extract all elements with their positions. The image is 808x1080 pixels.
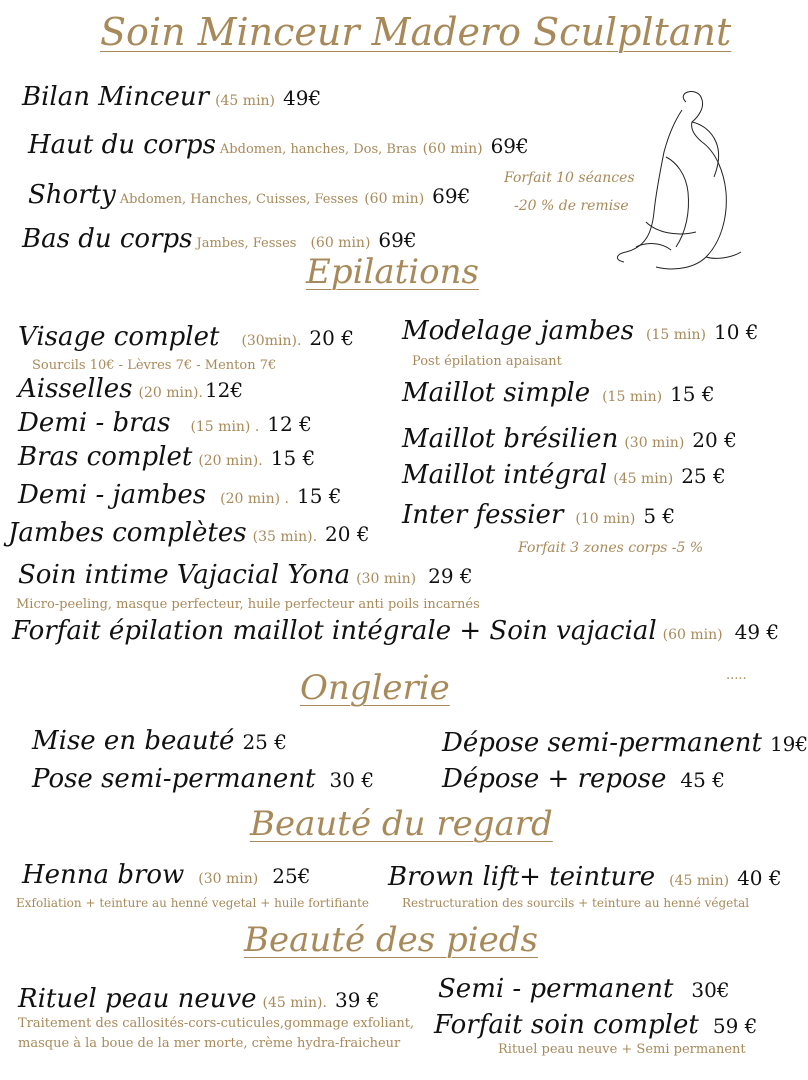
item-price: 69€ [432, 184, 471, 208]
item-duration: (15 min) . [190, 419, 260, 435]
item-price: 15 € [270, 446, 316, 470]
soin-intime-item [18, 560, 473, 590]
item-price: 45 € [680, 768, 725, 792]
regard-title: Beauté du regard [250, 804, 553, 844]
onglerie-item [442, 728, 808, 758]
epil-visage-description: Sourcils 10€ - Lèvres 7€ - Menton 7€ [32, 358, 277, 373]
item-name: Semi - permanent [438, 974, 674, 1004]
item-name: Rituel peau neuve [18, 984, 257, 1014]
dots: ..... [726, 668, 747, 683]
item-duration: (35 min). [252, 529, 318, 545]
epil-item [18, 322, 354, 352]
regard-item [22, 860, 310, 890]
minceur-item [22, 82, 321, 112]
item-name: Dépose semi-permanent [442, 728, 762, 758]
pieds-rituel-description-2: masque à la boue de la mer morte, crème hydra-fraicheur [18, 1036, 401, 1051]
minceur-item [28, 130, 529, 160]
item-duration: (60 min) [662, 627, 723, 643]
item-name: Inter fessier [402, 500, 564, 530]
item-name: Dépose + repose [442, 764, 667, 794]
onglerie-item [32, 764, 374, 794]
epil-item [8, 518, 370, 548]
item-name: Bras complet [18, 442, 193, 472]
item-price: 15 € [296, 484, 342, 508]
main-title: Soin Minceur Madero Sculpltant [100, 10, 732, 54]
item-name: Demi - bras [18, 408, 171, 438]
item-name: Bilan Minceur [22, 82, 210, 112]
minceur-forfait-line1: Forfait 10 séances [504, 170, 635, 186]
item-duration: (30 min) [356, 571, 417, 587]
onglerie-item [32, 726, 287, 756]
item-duration: (45 min) [669, 873, 730, 889]
item-duration: (20 min). [138, 385, 203, 401]
item-name: Forfait épilation maillot intégrale + Soin vajacial [12, 616, 657, 646]
item-price: 25 € [681, 464, 726, 488]
item-name: Maillot simple [402, 378, 591, 408]
item-price: 5 € [643, 504, 676, 528]
item-duration: (45 min) [613, 471, 674, 487]
item-price: 12€ [204, 378, 244, 402]
item-duration: (30min). [241, 333, 302, 349]
epil-item [18, 442, 315, 472]
item-duration: (45 min). [262, 995, 327, 1011]
item-price: 69€ [378, 228, 417, 252]
minceur-item [22, 224, 417, 254]
item-price: 39 € [334, 988, 380, 1012]
item-price: 19€ [769, 732, 808, 756]
pieds-item [434, 1010, 757, 1040]
item-duration: (15 min) [602, 389, 663, 405]
item-name: Jambes complètes [8, 518, 247, 548]
item-price: 49€ [283, 86, 322, 110]
minceur-item [28, 180, 470, 210]
item-duration: (45 min) [215, 93, 276, 109]
item-name: Maillot intégral [402, 460, 608, 490]
item-price: 25 € [242, 730, 287, 754]
item-duration: (10 min) [575, 511, 636, 527]
epil-item [402, 500, 675, 530]
epil-item [402, 460, 726, 490]
item-name: Bas du corps [22, 224, 193, 254]
item-duration: (20 min) . [220, 491, 289, 507]
item-price: 40 € [737, 866, 782, 890]
item-name: Demi - jambes [18, 480, 207, 510]
item-description: Abdomen, hanches, Dos, Bras [219, 142, 417, 157]
epil-modelage-description: Post épilation apaisant [412, 354, 562, 369]
regard-henna-description: Exfoliation + teinture au henné vegetal + huile fortifiante [16, 896, 369, 910]
item-name: Brown lift+ teinture [388, 862, 656, 892]
item-name: Soin intime Vajacial Yona [18, 560, 351, 590]
item-description: Jambes, Fesses [196, 236, 297, 251]
epil-item [402, 378, 715, 408]
item-price: 20 € [692, 428, 737, 452]
woman-line-art-illustration [606, 82, 756, 282]
item-name: Aisselles [18, 374, 133, 404]
epil-item [402, 316, 759, 346]
epilations-title: Epilations [306, 252, 479, 292]
item-name: Mise en beauté [32, 726, 235, 756]
epil-item [18, 408, 312, 438]
item-duration: (15 min) [646, 327, 706, 343]
item-price: 29 € [428, 564, 473, 588]
item-price: 10 € [713, 320, 759, 344]
pieds-item [18, 984, 380, 1014]
item-price: 20 € [309, 326, 354, 350]
item-name: Maillot brésilien [402, 424, 619, 454]
item-name: Visage complet [18, 322, 220, 352]
item-duration: (30 min) [624, 435, 685, 451]
item-price: 15 € [670, 382, 715, 406]
item-price: 25€ [272, 864, 311, 888]
item-name: Henna brow [22, 860, 185, 890]
epil-item [18, 374, 243, 404]
epil-item [18, 480, 342, 510]
item-price: 30 € [329, 768, 375, 792]
pieds-item [438, 974, 730, 1004]
pieds-rituel-description-1: Traitement des callosités-cors-cuticules,gommage exfoliant, [18, 1016, 415, 1031]
pieds-title: Beauté des pieds [244, 920, 538, 960]
item-price: 30€ [691, 978, 730, 1002]
soin-intime-description: Micro-peeling, masque perfecteur, huile perfecteur anti poils incarnés [16, 597, 480, 612]
item-duration: (60 min) [422, 141, 483, 157]
item-duration: (60 min) [364, 191, 425, 207]
onglerie-title: Onglerie [300, 668, 450, 708]
item-price: 12 € [267, 412, 312, 436]
item-name: Haut du corps [28, 130, 216, 160]
regard-brow-description: Restructuration des sourcils + teinture au henné végetal [402, 896, 750, 910]
item-name: Shorty [28, 180, 116, 210]
item-price: 69€ [490, 134, 529, 158]
item-duration: (20 min). [198, 453, 263, 469]
epil-forfait-note: Forfait 3 zones corps -5 % [518, 540, 704, 556]
item-duration: (60 min) [310, 235, 371, 251]
minceur-forfait-line2: -20 % de remise [514, 198, 629, 214]
onglerie-item [442, 764, 725, 794]
item-duration: (30 min) [198, 871, 259, 887]
pieds-forfait-description: Rituel peau neuve + Semi permanent [498, 1042, 746, 1057]
item-price: 59 € [712, 1014, 758, 1038]
item-price: 20 € [325, 522, 370, 546]
item-description: Abdomen, Hanches, Cuisses, Fesses [119, 192, 359, 207]
item-name: Forfait soin complet [434, 1010, 699, 1040]
item-name: Modelage jambes [402, 316, 635, 346]
epil-item [402, 424, 737, 454]
item-name: Pose semi-permanent [32, 764, 316, 794]
item-price: 49 € [734, 620, 780, 644]
forfait-epil-item [12, 616, 779, 646]
regard-item [388, 862, 782, 892]
